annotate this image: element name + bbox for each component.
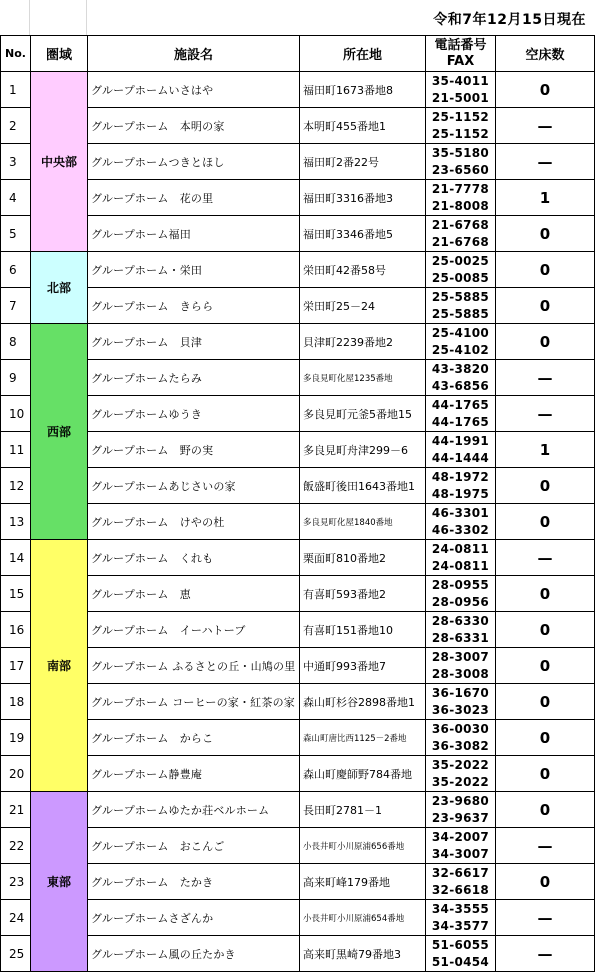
facility-address: 中通町993番地7 [300,648,426,684]
phone-fax-cell [426,504,496,540]
phone-fax-cell [426,900,496,936]
phone-number: 24-0811 [431,541,490,556]
vacancy-count: 0 [496,288,595,324]
phone-fax-cell [426,396,496,432]
facility-name: グループホーム くれも [88,540,300,576]
phone-fax-cell [426,288,496,324]
phone-number: 28-3007 [431,649,490,664]
facility-address: 本明町455番地1 [300,108,426,144]
header-fax-label: FAX [446,53,475,69]
table-row [1,900,595,936]
table-row [1,72,595,108]
table-row [1,684,595,720]
header-facility: 施設名 [88,36,300,72]
vacancy-count: 0 [496,324,595,360]
row-number: 16 [1,612,31,648]
fax-number: 28-0956 [431,594,490,609]
fax-number: 24-0811 [431,558,490,573]
fax-number: 25-5885 [431,306,490,321]
fax-number: 44-1444 [431,450,490,465]
vacancy-count: 0 [496,504,595,540]
phone-fax-cell [426,864,496,900]
facility-address: 高来町峰179番地 [300,864,426,900]
facility-name: グループホーム けやの杜 [88,504,300,540]
row-number: 19 [1,720,31,756]
facility-address: 森山町慶師野784番地 [300,756,426,792]
facility-name: グループホームたらみ [88,360,300,396]
phone-number: 25-4100 [431,325,490,340]
fax-number: 46-3302 [431,522,490,537]
phone-number: 35-5180 [431,145,490,160]
row-number: 17 [1,648,31,684]
table-row [1,756,595,792]
table-row [1,144,595,180]
phone-fax-cell [426,72,496,108]
table-row [1,504,595,540]
row-number: 13 [1,504,31,540]
facility-address: 多良見町元釜5番地15 [300,396,426,432]
phone-fax-cell [426,108,496,144]
facility-name: グループホーム ふるさとの丘・山鳩の里 [88,648,300,684]
table-row [1,180,595,216]
vacancy-count: 0 [496,720,595,756]
region-cell: 北部 [31,252,88,324]
top-cell [0,0,30,35]
row-number: 4 [1,180,31,216]
facility-name: グループホーム 花の里 [88,180,300,216]
facility-name: グループホーム福田 [88,216,300,252]
row-number: 2 [1,108,31,144]
as-of-date: 令和7年12月15日現在 [433,12,586,28]
fax-number: 28-6331 [431,630,490,645]
row-number: 21 [1,792,31,828]
phone-number: 32-6617 [431,865,490,880]
vacancy-count: — [496,144,595,180]
vacancy-count: 0 [496,648,595,684]
vacancy-count: 0 [496,216,595,252]
table-row [1,648,595,684]
vacancy-count: 0 [496,684,595,720]
table-row [1,288,595,324]
facility-name: グループホームあじさいの家 [88,468,300,504]
phone-number: 25-5885 [431,289,490,304]
phone-fax-cell [426,360,496,396]
facility-address: 貝津町2239番地2 [300,324,426,360]
vacancy-count: — [496,900,595,936]
facility-address: 多良見町舟津299－6 [300,432,426,468]
fax-number: 44-1765 [431,414,490,429]
table-row [1,540,595,576]
row-number: 23 [1,864,31,900]
facility-name: グループホーム静豊庵 [88,756,300,792]
facility-address: 福田町2番22号 [300,144,426,180]
facility-address: 栄田町25－24 [300,288,426,324]
fax-number: 23-6560 [431,162,490,177]
table-row [1,252,595,288]
header-region: 圏域 [31,36,88,72]
facility-name: グループホームつきとほし [88,144,300,180]
phone-number: 23-9680 [431,793,490,808]
vacancy-count: — [496,828,595,864]
table-row [1,612,595,648]
facility-name: グループホーム きらら [88,288,300,324]
phone-number: 25-1152 [431,109,490,124]
facility-address: 栗面町810番地2 [300,540,426,576]
fax-number: 28-3008 [431,666,490,681]
phone-fax-cell [426,468,496,504]
phone-number: 35-4011 [431,73,490,88]
phone-fax-cell [426,144,496,180]
table-body [1,72,595,972]
phone-fax-cell [426,576,496,612]
vacancy-count: 0 [496,72,595,108]
phone-number: 44-1765 [431,397,490,412]
facility-name: グループホーム 本明の家 [88,108,300,144]
phone-number: 36-1670 [431,685,490,700]
table-row [1,792,595,828]
row-number: 10 [1,396,31,432]
fax-number: 43-6856 [431,378,490,393]
phone-fax-cell [426,720,496,756]
row-number: 15 [1,576,31,612]
phone-fax-cell [426,792,496,828]
fax-number: 48-1975 [431,486,490,501]
region-cell: 中央部 [31,72,88,252]
fax-number: 51-0454 [431,954,490,969]
header-no: No. [1,36,31,72]
phone-number: 21-6768 [431,217,490,232]
facility-name: グループホームさざんか [88,900,300,936]
fax-number: 25-1152 [431,126,490,141]
phone-number: 28-6330 [431,613,490,628]
phone-number: 21-7778 [431,181,490,196]
row-number: 12 [1,468,31,504]
facility-name: グループホーム 野の実 [88,432,300,468]
row-number: 3 [1,144,31,180]
vacancy-count: — [496,540,595,576]
facility-address: 多良見町化屋1235番地 [300,360,426,396]
facility-name: グループホーム風の丘たかき [88,936,300,972]
vacancy-count: 0 [496,864,595,900]
phone-number: 44-1991 [431,433,490,448]
header-phone [426,36,496,72]
phone-number: 43-3820 [431,361,490,376]
phone-number: 48-1972 [431,469,490,484]
facility-name: グループホーム 貝津 [88,324,300,360]
facility-address: 福田町3316番地3 [300,180,426,216]
vacancy-count: 0 [496,576,595,612]
vacancy-count: 0 [496,252,595,288]
table-row [1,360,595,396]
row-number: 5 [1,216,31,252]
facility-address: 高来町黒崎79番地3 [300,936,426,972]
row-number: 9 [1,360,31,396]
vacancy-count: 1 [496,180,595,216]
phone-fax-cell [426,684,496,720]
fax-number: 21-6768 [431,234,490,249]
vacancy-count: 0 [496,756,595,792]
table-row [1,216,595,252]
vacancy-count: 0 [496,468,595,504]
vacancy-count: 0 [496,612,595,648]
table-row [1,468,595,504]
table-row [1,576,595,612]
phone-number: 51-6055 [431,937,490,952]
fax-number: 25-4102 [431,342,490,357]
region-cell: 東部 [31,792,88,972]
facility-address: 小長井町小川原浦654番地 [300,900,426,936]
phone-number: 46-3301 [431,505,490,520]
vacancy-count: 0 [496,792,595,828]
facility-address: 有喜町151番地10 [300,612,426,648]
row-number: 20 [1,756,31,792]
vacancy-count: 1 [496,432,595,468]
facility-name: グループホーム 恵 [88,576,300,612]
facility-address: 森山町杉谷2898番地1 [300,684,426,720]
row-number: 22 [1,828,31,864]
phone-number: 36-0030 [431,721,490,736]
row-number: 7 [1,288,31,324]
fax-number: 25-0085 [431,270,490,285]
facility-address: 多良見町化屋1840番地 [300,504,426,540]
fax-number: 23-9637 [431,810,490,825]
fax-number: 34-3007 [431,846,490,861]
table-row [1,108,595,144]
table-row [1,864,595,900]
facility-address: 飯盛町後田1643番地1 [300,468,426,504]
phone-fax-cell [426,432,496,468]
table-row [1,936,595,972]
facility-name: グループホーム イーハトーブ [88,612,300,648]
facility-address: 栄田町42番58号 [300,252,426,288]
table-row [1,720,595,756]
fax-number: 36-3082 [431,738,490,753]
phone-fax-cell [426,648,496,684]
phone-fax-cell [426,828,496,864]
region-cell: 南部 [31,540,88,792]
phone-fax-cell [426,612,496,648]
facility-address: 森山町唐比西1125－2番地 [300,720,426,756]
header-address: 所在地 [300,36,426,72]
vacancy-count: — [496,360,595,396]
phone-fax-cell [426,936,496,972]
row-number: 11 [1,432,31,468]
facility-address: 長田町2781－1 [300,792,426,828]
phone-fax-cell [426,324,496,360]
fax-number: 32-6618 [431,882,490,897]
phone-fax-cell [426,252,496,288]
vacancy-count: — [496,396,595,432]
facility-name: グループホーム・栄田 [88,252,300,288]
vacancy-count: — [496,108,595,144]
phone-number: 28-0955 [431,577,490,592]
row-number: 14 [1,540,31,576]
phone-fax-cell [426,540,496,576]
vacancy-count: — [496,936,595,972]
row-number: 25 [1,936,31,972]
fax-number: 21-5001 [431,90,490,105]
fax-number: 35-2022 [431,774,490,789]
row-number: 18 [1,684,31,720]
facility-table [0,35,595,972]
fax-number: 34-3577 [431,918,490,933]
table-row [1,432,595,468]
header-vacancy: 空床数 [496,36,595,72]
phone-number: 34-2007 [431,829,490,844]
header-phone-label: 電話番号 [434,37,487,53]
row-number: 1 [1,72,31,108]
header-row [1,36,595,72]
facility-name: グループホームゆうき [88,396,300,432]
facility-address: 有喜町593番地2 [300,576,426,612]
row-number: 24 [1,900,31,936]
phone-number: 25-0025 [431,253,490,268]
phone-fax-cell [426,180,496,216]
table-row [1,324,595,360]
facility-address: 小長井町小川原浦656番地 [300,828,426,864]
region-cell: 西部 [31,324,88,540]
phone-fax-cell [426,216,496,252]
table-row [1,828,595,864]
phone-number: 34-3555 [431,901,490,916]
facility-address: 福田町3346番地5 [300,216,426,252]
facility-name: グループホーム たかき [88,864,300,900]
facility-name: グループホーム コーヒーの家・紅茶の家 [88,684,300,720]
top-cell [30,0,87,35]
row-number: 8 [1,324,31,360]
facility-name: グループホーム からこ [88,720,300,756]
title-bar [0,0,594,35]
row-number: 6 [1,252,31,288]
phone-fax-cell [426,756,496,792]
fax-number: 21-8008 [431,198,490,213]
fax-number: 36-3023 [431,702,490,717]
facility-name: グループホーム おこんご [88,828,300,864]
facility-name: グループホームいさはや [88,72,300,108]
table-row [1,396,595,432]
facility-name: グループホームゆたか荘ベルホーム [88,792,300,828]
phone-number: 35-2022 [431,757,490,772]
facility-address: 福田町1673番地8 [300,72,426,108]
